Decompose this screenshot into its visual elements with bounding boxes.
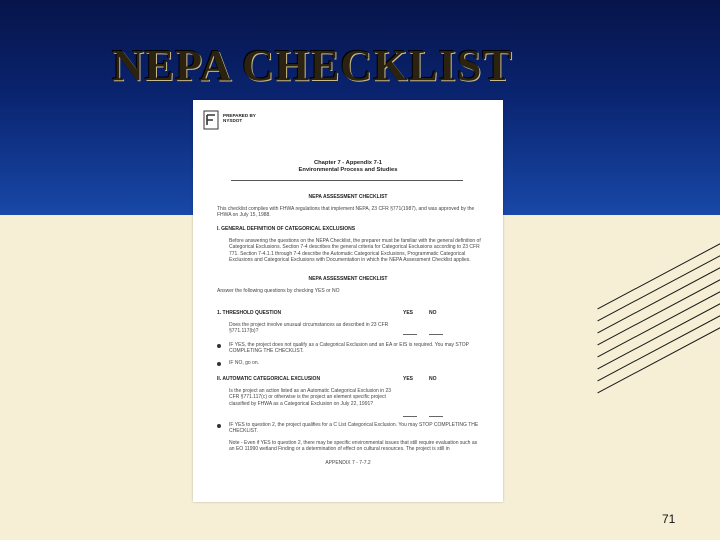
question-1-heading: 1. THRESHOLD QUESTION (217, 310, 282, 316)
question-2-text: Is the project an action listed as an Automatic Categorical Exclusion in 23 CFR §771.117(c) or otherwise is the project an element specific project classified by FHWA as a Categorical Exclusion on July 22, 1991? (229, 388, 392, 407)
bullet-icon (217, 424, 221, 428)
slide-title: NEPA CHECKLIST (112, 41, 513, 90)
bullet-icon (217, 362, 221, 366)
question-1-no-note: IF NO, go on. (229, 360, 260, 366)
checklist-title-2: NEPA ASSESSMENT CHECKLIST (308, 276, 388, 282)
prepared-by: PREPARED BY NYSDOT (223, 113, 256, 123)
section-1-body: Before answering the questions on the NEPA Checklist, the preparer must be familiar with the general definition of Categorical Exclusions. Section 7-4 describes the general criteria for Categorical Exclusions according to 23 CFR 771. Section 7-4.1.1 through 7-4 describe the Automatic Categorical Exclusions, Programmatic Categorical Exclusions and Categorical Exclusions with Documentation in which the NEPA Assessment Checklist applies. (229, 238, 481, 263)
yes-column-header: YES (403, 310, 414, 316)
question-1-text: Does the project involve unusual circumstances as described in 23 CFR §771.117(b)? (229, 322, 389, 335)
yes-column-header-2: YES (403, 376, 414, 382)
q2-no-blank (429, 416, 443, 417)
document-footer: APPENDIX 7 - 7-7.2 (325, 460, 371, 466)
checklist-title: NEPA ASSESSMENT CHECKLIST (308, 194, 388, 200)
nysdot-logo-icon (203, 110, 219, 130)
section-1-title: I. GENERAL DEFINITION OF CATEGORICAL EXCLUSIONS (217, 226, 356, 232)
answer-instruction: Answer the following questions by checking YES or NO (217, 288, 340, 294)
no-column-header: NO (429, 310, 437, 316)
question-2-note: Note - Even if YES to question 2, there may be specific environmental issues that still require evaluation such as an EO 11990 wetland Finding or a determination of effect on cultural resources. The project is still in (229, 440, 478, 453)
question-1-yes-note: IF YES, the project does not qualify as a Categorical Exclusion and an EA or EIS is required. You may STOP COMPLETING THE CHECKLIST. (229, 342, 469, 355)
chapter-heading: Chapter 7 - Appendix 7-1 Environmental Process and Studies (298, 160, 398, 173)
divider (231, 180, 463, 181)
slide-page-number: 71 (662, 512, 676, 526)
no-column-header-2: NO (429, 376, 437, 382)
question-2-heading: II. AUTOMATIC CATEGORICAL EXCLUSION (217, 376, 321, 382)
question-2-yes-note: IF YES to question 2, the project qualifies for a C List Categorical Exclusion. You may STOP COMPLETING THE CHECKLIST. (229, 422, 479, 435)
bullet-icon (217, 344, 221, 348)
q1-yes-blank (403, 334, 417, 335)
intro-text: This checklist complies with FHWA regulations that implement NEPA, 23 CFR §771(1987), and was approved by the FHWA on July 15, 1988. (217, 206, 475, 219)
q1-no-blank (429, 334, 443, 335)
q2-yes-blank (403, 416, 417, 417)
checklist-document-image (193, 100, 503, 502)
